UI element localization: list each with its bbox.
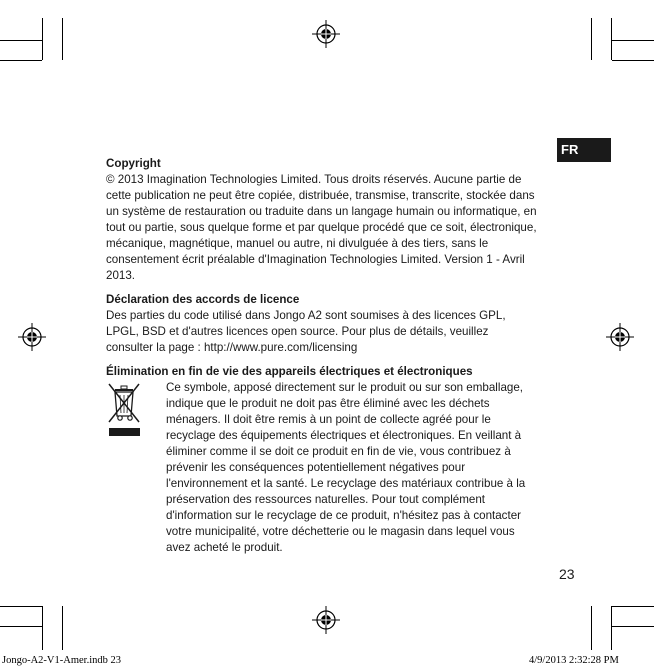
crop-mark: [0, 606, 42, 607]
crop-mark: [612, 60, 654, 61]
crossed-out-wheelie-bin-icon: [106, 382, 146, 442]
registration-mark-icon: [312, 606, 340, 634]
page-number: 23: [559, 566, 575, 582]
registration-mark-icon: [18, 323, 46, 351]
disposal-section: [106, 380, 538, 556]
crop-mark: [612, 626, 654, 627]
slug-file: Jongo-A2-V1-Amer.indb 23: [2, 655, 121, 666]
copyright-title: Copyright: [106, 157, 161, 170]
crop-mark: [62, 18, 63, 60]
language-tab: FR: [557, 138, 611, 162]
crop-mark: [0, 626, 42, 627]
licence-title: Déclaration des accords de licence: [106, 293, 300, 306]
crop-mark: [62, 606, 63, 650]
slug-date: 4/9/2013 2:32:28 PM: [529, 655, 619, 666]
crop-mark: [612, 606, 654, 607]
crop-mark: [42, 606, 43, 650]
crop-mark: [591, 606, 592, 650]
crop-mark: [612, 40, 654, 41]
disposal-title: Élimination en fin de vie des appareils électriques et électroniques: [106, 365, 473, 378]
crop-mark: [0, 40, 42, 41]
crop-mark: [591, 18, 592, 60]
licence-text: Des parties du code utilisé dans Jongo A2 sont soumises à des licences GPL, LPGL, BSD et d'autres licences open source. Pour plus de détails, veuillez consulter la page : http://www.pure.com/licensing: [106, 309, 506, 354]
disposal-text: Ce symbole, apposé directement sur le produit ou sur son emballage, indique que le produit ne doit pas être éliminé avec les déchets ménagers. Il doit être remis à un point de collecte agréé pour le recyclage des équipements électriques et électroniques. En veillant à éliminer comme il se doit ce produit en fin de vie, vous contribuez à prévenir les conséquences potentiellement négatives pour l'environnement et la santé. Le recyclage des matériaux contribue à la préservation des ressources naturelles. Pour tout complément d'information sur le recyclage de ce produit, n'hésitez pas à contacter votre municipalité, votre déchetterie ou le magasin dans lequel vous avez acheté le produit.: [166, 381, 526, 554]
crop-mark: [611, 606, 612, 650]
registration-mark-icon: [312, 20, 340, 48]
copyright-text: © 2013 Imagination Technologies Limited. Tous droits réservés. Aucune partie de cette publication ne peut être copiée, distribuée, transmise, transcrite, stockée dans un système de restauration ou traduite dans un langage humain ou informatique, en tout ou partie, sous quelque forme et par quelque procédé que ce soit, électronique, mécanique, magnétique, manuel ou autre, ni divulguée à des tiers, sans le consentement écrit préalable d'Imagination Technologies Limited. Version 1 - Avril 2013.: [106, 173, 537, 282]
crop-mark: [42, 18, 43, 60]
registration-mark-icon: [606, 323, 634, 351]
page-content: [106, 156, 538, 564]
crop-mark: [0, 60, 42, 61]
crop-mark: [611, 18, 612, 60]
